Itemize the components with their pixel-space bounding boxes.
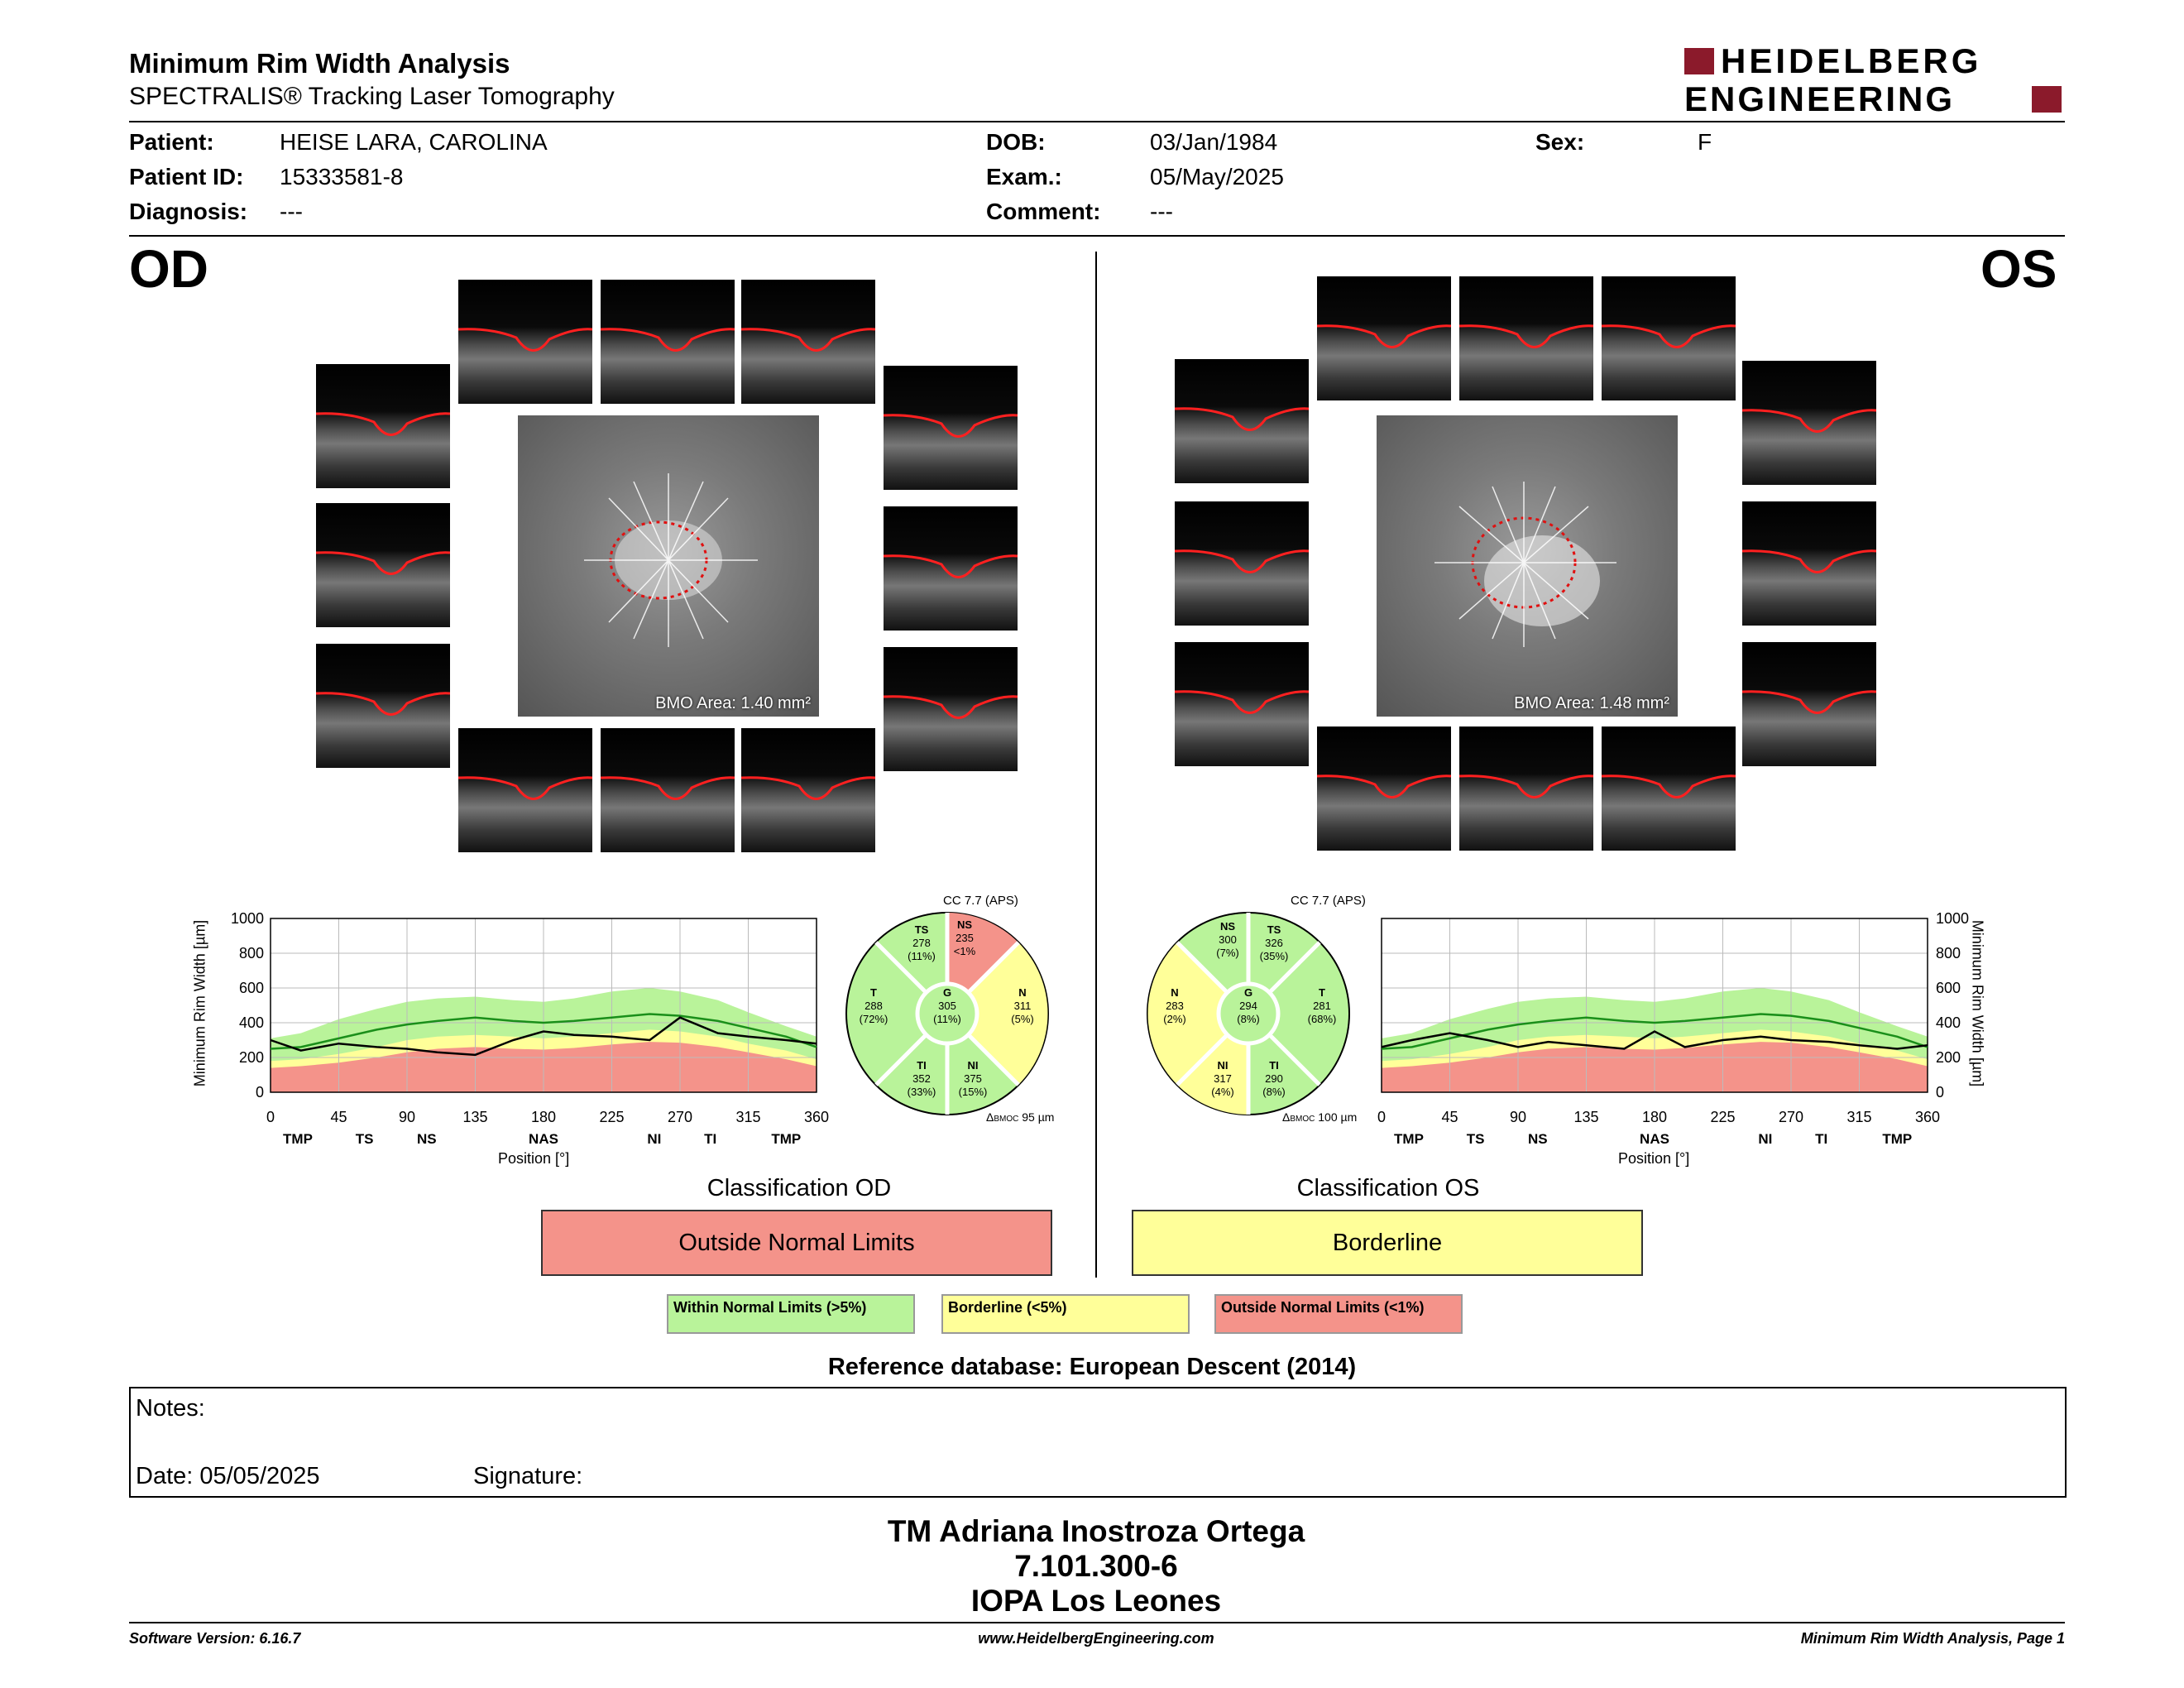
os-t-cell: T 281 (68%)	[1307, 986, 1337, 1025]
od-chart-xtick: 315	[735, 1109, 761, 1125]
software-version: Software Version: 6.16.7	[129, 1630, 301, 1647]
od-oct-scan	[884, 366, 1018, 490]
os-chart-ytick: 1000	[1936, 910, 1970, 927]
header-divider	[129, 121, 2065, 122]
os-mrw-chart	[1357, 902, 2002, 1183]
od-ti-cell: TI 352 (33%)	[907, 1059, 936, 1098]
os-label: OS	[1980, 239, 2057, 299]
reference-database: Reference database: European Descent (2014)	[827, 1354, 1357, 1380]
notes-label: Notes:	[136, 1395, 205, 1422]
os-oct-scan	[1459, 727, 1593, 851]
notes-signature: Signature:	[473, 1463, 583, 1489]
website-link[interactable]: www.HeidelbergEngineering.com	[978, 1630, 1214, 1647]
os-oct-scan	[1742, 642, 1876, 766]
od-bmoc: ΔBMOC 95 µm	[986, 1110, 1055, 1124]
dob: 03/Jan/1984	[1150, 129, 1278, 155]
od-chart-xtick: 360	[803, 1109, 830, 1125]
os-chart-ylabel: Minimum Rim Width [µm]	[1969, 919, 1986, 1087]
od-oct-scan	[316, 364, 450, 488]
os-bmoc: ΔBMOC 100 µm	[1282, 1110, 1358, 1124]
od-oct-scan	[458, 280, 592, 404]
os-chart-ytick: 0	[1936, 1084, 1945, 1101]
os-oct-scan	[1175, 359, 1309, 483]
logo-text-top: HEIDELBERG	[1721, 41, 1982, 80]
od-chart-xtick: 180	[530, 1109, 557, 1125]
od-oct-scan	[741, 728, 875, 852]
od-oct-scan	[884, 647, 1018, 771]
os-ni-cell: NI 317 (4%)	[1211, 1059, 1234, 1098]
os-bmo-area: BMO Area: 1.48 mm²	[1514, 694, 1669, 712]
report-title: Minimum Rim Width Analysis	[129, 48, 510, 79]
od-chart-ytick: 800	[238, 945, 264, 961]
od-t-cell: T 288 (72%)	[859, 986, 888, 1025]
od-chart-xtick: 270	[667, 1109, 693, 1125]
os-chart-ytick: 200	[1936, 1049, 1961, 1066]
od-cc-label: CC 7.7 (APS)	[943, 894, 1018, 908]
os-chart-position-label: TMP	[1394, 1131, 1424, 1147]
od-label: OD	[129, 239, 208, 299]
patient-label: Patient:	[129, 129, 214, 155]
od-ns-cell: NS 235 <1%	[953, 918, 976, 957]
comment: ---	[1150, 199, 1173, 224]
sex: F	[1698, 129, 1712, 155]
os-chart-xtick: 90	[1509, 1109, 1527, 1125]
os-chart-xtick: 360	[1914, 1109, 1941, 1125]
os-fundus-image	[1377, 415, 1678, 717]
od-fundus-image	[518, 415, 819, 717]
od-disc-overlay	[518, 415, 819, 717]
os-disc-overlay	[1377, 415, 1678, 717]
od-chart-position-label: TMP	[283, 1131, 313, 1147]
od-oct-scan	[601, 280, 735, 404]
od-chart-position-label: NAS	[529, 1131, 558, 1147]
od-g-cell: G 305 (11%)	[933, 986, 961, 1025]
os-chart-position-label: TS	[1466, 1131, 1485, 1147]
os-ns-cell: NS 300 (7%)	[1216, 920, 1239, 959]
os-oct-scan	[1175, 501, 1309, 626]
os-chart-position-label: TMP	[1882, 1131, 1913, 1147]
legend-borderline: Borderline (<5%)	[941, 1294, 1190, 1334]
os-chart-position-label: NAS	[1640, 1131, 1669, 1147]
signoff-block	[0, 1514, 2184, 1618]
od-chart-ytick: 200	[238, 1049, 264, 1066]
notes-box	[129, 1387, 2067, 1498]
od-chart-xtick: 0	[266, 1109, 275, 1125]
od-chart-svg	[192, 902, 837, 1183]
os-oct-scan	[1459, 276, 1593, 400]
os-sector-diagram	[1137, 894, 1385, 1134]
od-chart-position-label: TI	[704, 1131, 717, 1147]
od-chart-ytick: 0	[255, 1084, 264, 1101]
os-chart-position-label: NI	[1758, 1131, 1773, 1147]
od-chart-ylabel: Minimum Rim Width [µm]	[191, 919, 208, 1087]
patient-id-label: Patient ID:	[129, 164, 244, 189]
patient-name: HEISE LARA, CAROLINA	[280, 129, 548, 155]
heidelberg-logo	[1684, 43, 2065, 117]
od-classification-title: Classification OD	[706, 1175, 892, 1201]
logo-square-bottom	[2032, 86, 2062, 113]
logo-text-bottom: ENGINEERING	[1684, 79, 1956, 118]
legend-outside-normal: Outside Normal Limits (<1%)	[1214, 1294, 1463, 1334]
os-chart-xtick: 180	[1641, 1109, 1668, 1125]
od-ts-cell: TS 278 (11%)	[908, 923, 936, 962]
od-chart-ytick: 600	[238, 980, 264, 996]
exam-label: Exam.:	[986, 164, 1062, 189]
os-g-cell: G 294 (8%)	[1237, 986, 1260, 1025]
od-classification-result: Outside Normal Limits	[541, 1210, 1052, 1276]
od-n-cell: N 311 (5%)	[1011, 986, 1034, 1025]
signoff-name: TM Adriana Inostroza Ortega	[887, 1514, 1305, 1548]
footer-divider	[129, 1622, 2065, 1623]
dob-label: DOB:	[986, 129, 1046, 155]
logo-square-top	[1684, 48, 1714, 74]
os-oct-scan	[1602, 276, 1736, 400]
od-oct-scan	[316, 644, 450, 768]
info-divider	[129, 235, 2065, 237]
os-classification-title: Classification OS	[1296, 1175, 1480, 1201]
os-chart-xtick: 0	[1377, 1109, 1387, 1125]
diagnosis: ---	[280, 199, 303, 224]
od-chart-xtick: 135	[462, 1109, 488, 1125]
page-label: Minimum Rim Width Analysis, Page 1	[1800, 1630, 2065, 1647]
legend-within-normal: Within Normal Limits (>5%)	[667, 1294, 915, 1334]
os-chart-xtick: 270	[1778, 1109, 1804, 1125]
os-chart-position-label: NS	[1528, 1131, 1548, 1147]
od-chart-xtick: 225	[599, 1109, 625, 1125]
comment-label: Comment:	[986, 199, 1101, 224]
od-chart-xtick: 90	[398, 1109, 416, 1125]
signoff-rut: 7.101.300-6	[1014, 1549, 1178, 1583]
od-chart-ytick: 400	[238, 1014, 264, 1031]
report-subtitle: SPECTRALIS® Tracking Laser Tomography	[129, 83, 615, 110]
od-chart-position-label: TS	[355, 1131, 374, 1147]
sex-label: Sex:	[1535, 129, 1585, 155]
od-chart-position-label: NI	[647, 1131, 662, 1147]
os-chart-ytick: 400	[1936, 1014, 1961, 1031]
od-chart-xtick: 45	[330, 1109, 347, 1125]
os-ti-cell: TI 290 (8%)	[1262, 1059, 1286, 1098]
od-chart-xlabel: Position [°]	[498, 1150, 570, 1167]
os-chart-xtick: 135	[1573, 1109, 1599, 1125]
od-oct-scan	[601, 728, 735, 852]
exam-date: 05/May/2025	[1150, 164, 1284, 189]
signoff-place: IOPA Los Leones	[970, 1584, 1222, 1618]
od-chart-ytick: 1000	[230, 910, 264, 927]
os-ts-cell: TS 326 (35%)	[1259, 923, 1289, 962]
os-oct-scan	[1742, 361, 1876, 485]
od-oct-scan	[458, 728, 592, 852]
os-chart-xlabel: Position [°]	[1618, 1150, 1690, 1167]
od-oct-scan	[884, 506, 1018, 631]
os-chart-xtick: 45	[1441, 1109, 1458, 1125]
os-chart-ytick: 600	[1936, 980, 1961, 996]
eye-divider	[1095, 252, 1097, 1278]
od-chart-position-label: NS	[417, 1131, 437, 1147]
os-n-cell: N 283 (2%)	[1163, 986, 1186, 1025]
od-sector-diagram	[836, 894, 1075, 1134]
os-chart-svg	[1357, 902, 2002, 1183]
diagnosis-label: Diagnosis:	[129, 199, 248, 224]
od-oct-scan	[741, 280, 875, 404]
od-oct-scan	[316, 503, 450, 627]
os-chart-ytick: 800	[1936, 945, 1961, 961]
od-bmo-area: BMO Area: 1.40 mm²	[655, 694, 811, 712]
os-oct-scan	[1742, 501, 1876, 626]
od-ni-cell: NI 375 (15%)	[958, 1059, 988, 1098]
os-chart-xtick: 315	[1846, 1109, 1872, 1125]
os-chart-position-label: TI	[1815, 1131, 1828, 1147]
os-oct-scan	[1317, 276, 1451, 400]
os-cc-label: CC 7.7 (APS)	[1291, 894, 1366, 908]
os-chart-xtick: 225	[1710, 1109, 1736, 1125]
notes-date: Date: 05/05/2025	[136, 1463, 320, 1489]
patient-id: 15333581-8	[280, 164, 404, 189]
os-oct-scan	[1602, 727, 1736, 851]
os-classification-result: Borderline	[1132, 1210, 1643, 1276]
od-mrw-chart	[192, 902, 837, 1183]
os-oct-scan	[1317, 727, 1451, 851]
od-chart-position-label: TMP	[771, 1131, 802, 1147]
os-oct-scan	[1175, 642, 1309, 766]
